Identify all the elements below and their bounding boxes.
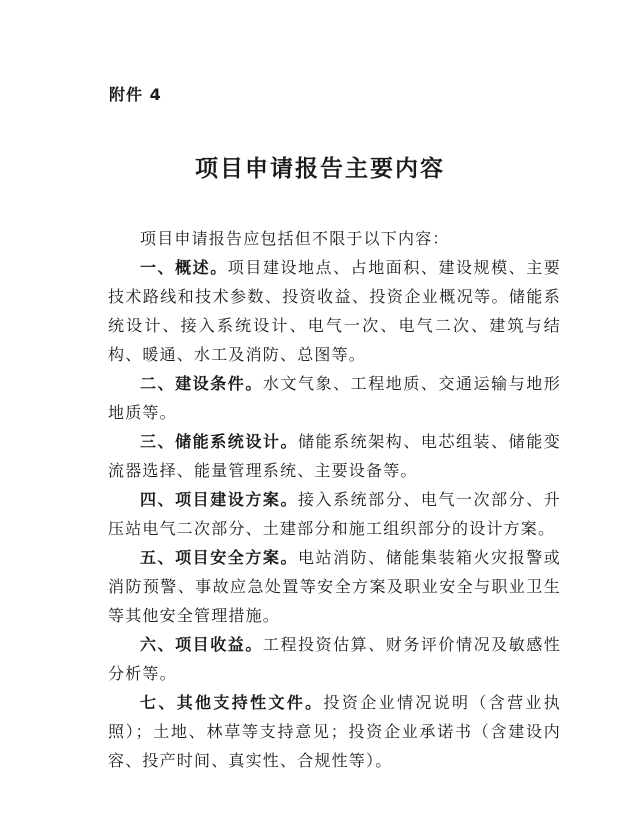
section-text: 水文气象、工程地质、交通运输与地形地质等。 bbox=[108, 374, 562, 422]
section-heading: 一、概述。 bbox=[140, 258, 228, 277]
section-text: 储能系统架构、电芯组装、储能变流器选择、能量管理系统、主要设备等。 bbox=[108, 432, 561, 480]
section-project-revenue bbox=[108, 630, 561, 688]
section-heading: 四、项目建设方案。 bbox=[140, 490, 298, 509]
intro-paragraph: 项目申请报告应包括但不限于以下内容： bbox=[140, 229, 450, 248]
section-safety-plan bbox=[108, 543, 561, 630]
section-heading: 七、其他支持性文件。 bbox=[140, 693, 324, 712]
section-storage-system-design bbox=[108, 427, 561, 485]
section-text: 接入系统部分、电气一次部分、升压站电气二次部分、土建部分和施工组织部分的设计方案。 bbox=[108, 490, 561, 538]
attachment-label: 附件 4 bbox=[109, 85, 162, 104]
section-supporting-documents bbox=[108, 688, 561, 775]
section-overview bbox=[108, 253, 561, 369]
section-construction-conditions bbox=[108, 369, 561, 427]
section-heading: 二、建设条件。 bbox=[140, 374, 263, 393]
section-construction-plan bbox=[108, 485, 561, 543]
section-heading: 五、项目安全方案。 bbox=[140, 548, 298, 567]
document-title: 项目申请报告主要内容 bbox=[195, 156, 445, 182]
section-text: 电站消防、储能集装箱火灾报警或消防预警、事故应急处置等安全方案及职业安全与职业卫生等其他安全管理措施。 bbox=[108, 548, 561, 625]
document-body bbox=[108, 224, 561, 775]
section-text: 投资企业情况说明（含营业执照）；土地、林草等支持意见；投资企业承诺书（含建设内容、投产时间、真实性、合规性等）。 bbox=[108, 693, 561, 770]
section-text: 项目建设地点、占地面积、建设规模、主要技术路线和技术参数、投资收益、投资企业概况等。储能系统设计、接入系统设计、电气一次、电气二次、建筑与结构、暖通、水工及消防、总图等。 bbox=[108, 258, 561, 364]
section-heading: 六、项目收益。 bbox=[140, 635, 263, 654]
section-text: 工程投资估算、财务评价情况及敏感性分析等。 bbox=[108, 635, 562, 683]
section-heading: 三、储能系统设计。 bbox=[140, 432, 298, 451]
